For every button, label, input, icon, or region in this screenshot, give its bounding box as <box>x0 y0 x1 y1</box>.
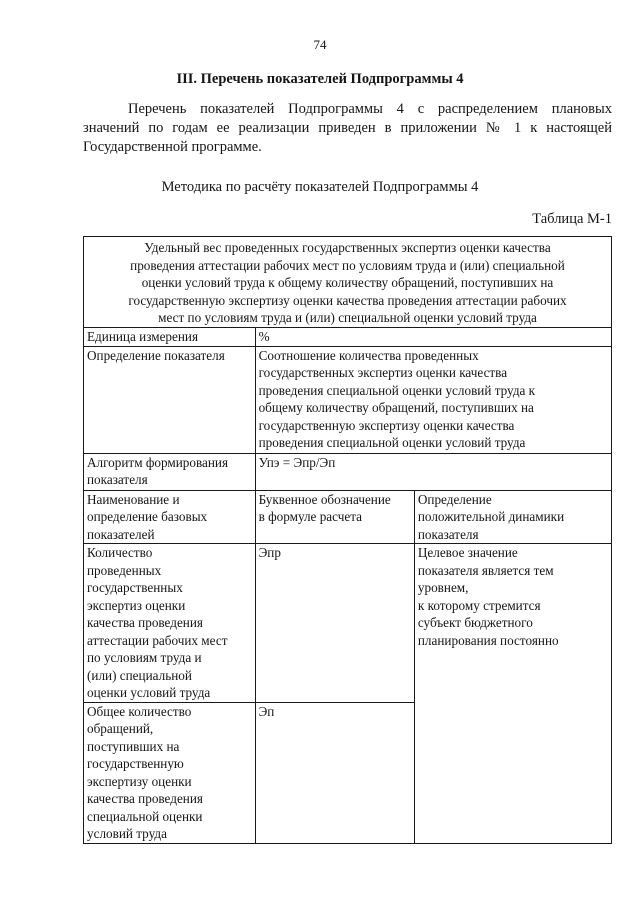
indicator-title-cell: Удельный вес проведенных государственных экспертиз оценки качества проведения аттестации рабочих мест по условиям труда и (или) специальной оценки условий труда к общему количеству обращений, поступивших на государственную экспертизу оценки качества проведения аттестации рабочих мест по условиям труда и (или) специальной оценки условий труда <box>84 237 612 328</box>
unit-value-cell: % <box>255 328 611 347</box>
table-row <box>84 453 612 490</box>
column-header-dynamics: Определение положительной динамики показателя <box>414 490 611 544</box>
unit-label-cell: Единица измерения <box>84 328 256 347</box>
table-row <box>84 328 612 347</box>
base-indicator-symbol-cell: Эпр <box>255 544 414 703</box>
method-title: Методика по расчёту показателей Подпрограммы 4 <box>161 179 479 195</box>
intro-line: значений по годам ее реализации приведен в приложении № 1 к настоящей <box>83 120 612 136</box>
dynamics-definition-cell: Целевое значение показателя является тем уровнем, к которому стремится субъект бюджетного планирования постоянно <box>414 544 611 844</box>
column-header-symbol: Буквенное обозначение в формуле расчета <box>255 490 414 544</box>
table-row <box>84 544 612 703</box>
definition-value-cell: Соотношение количества проведенных государственных экспертиз оценки качества проведения специальной оценки условий труда к общему количеству обращений, поступивших на государственную экспертизу оценки качества проведения специальной оценки условий труда <box>255 346 611 453</box>
table-header-row <box>84 237 612 328</box>
table-column-header-row <box>84 490 612 544</box>
algorithm-value-cell: Упэ = Эпр/Эп <box>255 453 611 490</box>
base-indicator-name-cell: Общее количество обращений, поступивших на государственную экспертизу оценки качества проведения специальной оценки условий труда <box>84 702 256 843</box>
intro-paragraph <box>83 100 612 157</box>
column-header-name: Наименование и определение базовых показателей <box>84 490 256 544</box>
base-indicator-name-cell: Количество проведенных государственных экспертиз оценки качества проведения аттестации рабочих мест по условиям труда и (или) специальной оценки условий труда <box>84 544 256 703</box>
definition-label-cell: Определение показателя <box>84 346 256 453</box>
base-indicator-symbol-cell: Эп <box>255 702 414 843</box>
section-title: III. Перечень показателей Подпрограммы 4 <box>176 71 464 87</box>
intro-line: Перечень показателей Подпрограммы 4 с распределением плановых <box>128 101 612 117</box>
table-label: Таблица М-1 <box>532 211 612 227</box>
indicator-table <box>83 236 612 844</box>
table-row <box>84 346 612 453</box>
page-number: 74 <box>313 37 327 52</box>
algorithm-label-cell: Алгоритм формирования показателя <box>84 453 256 490</box>
intro-line: Государственной программе. <box>83 139 262 155</box>
